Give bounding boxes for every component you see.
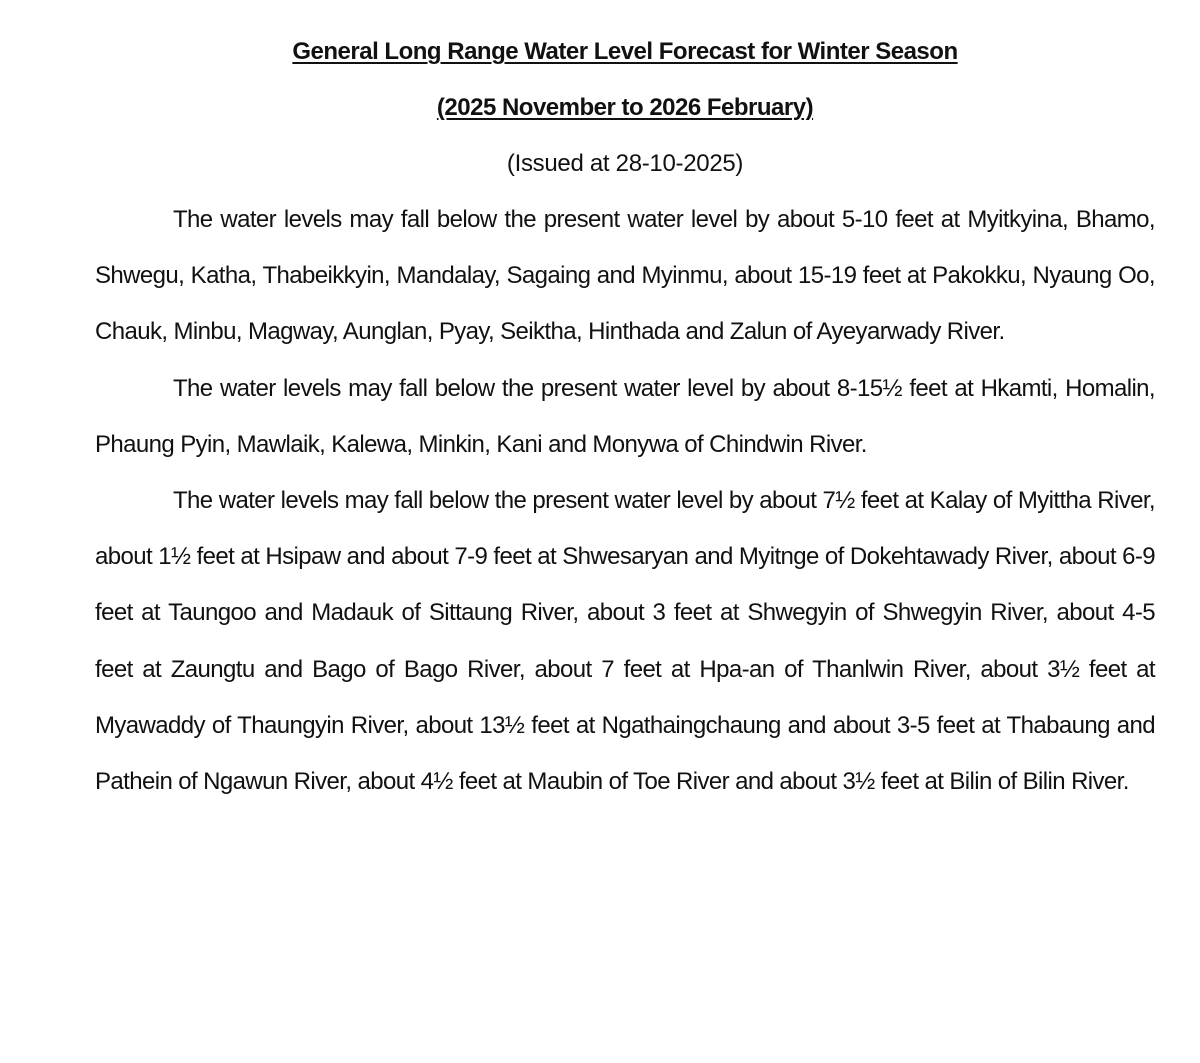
document-body	[95, 192, 1155, 810]
document-subtitle-period: (2025 November to 2026 February)	[436, 94, 814, 121]
paragraph-ayeyarwady: The water levels may fall below the present water level by about 5-10 feet at Myitkyina, Bhamo, Shwegu, Katha, Thabeikkyin, Mandalay, Sagaing and Myinmu, about 15-19 feet at Pakokku, Nyaung Oo, Chauk, Minbu, Magway, Aunglan, Pyay, Seiktha, Hinthada and Zalun of Ayeyarwady River.	[95, 206, 1155, 346]
paragraph-other-rivers: The water levels may fall below the present water level by about 7½ feet at Kalay of Myittha River, about 1½ feet at Hsipaw and about 7-9 feet at Shwesaryan and Myitnge of Dokehtawady River, about 6-9 feet at Taungoo and Madauk of Sittaung River, about 3 feet at Shwegyin of Shwegyin River, about 4-5 feet at Zaungtu and Bago of Bago River, about 7 feet at Hpa-an of Thanlwin River, about 3½ feet at Myawaddy of Thaungyin River, about 13½ feet at Ngathaingchaung and about 3-5 feet at Thabaung and Pathein of Ngawun River, about 4½ feet at Maubin of Toe River and about 3½ feet at Bilin of Bilin River.	[95, 487, 1155, 796]
issued-date: (Issued at 28-10-2025)	[506, 150, 744, 177]
paragraph-chindwin: The water levels may fall below the present water level by about 8-15½ feet at Hkamti, Homalin, Phaung Pyin, Mawlaik, Kalewa, Minkin, Kani and Monywa of Chindwin River.	[95, 374, 1155, 458]
document-title: General Long Range Water Level Forecast for Winter Season	[292, 38, 958, 65]
